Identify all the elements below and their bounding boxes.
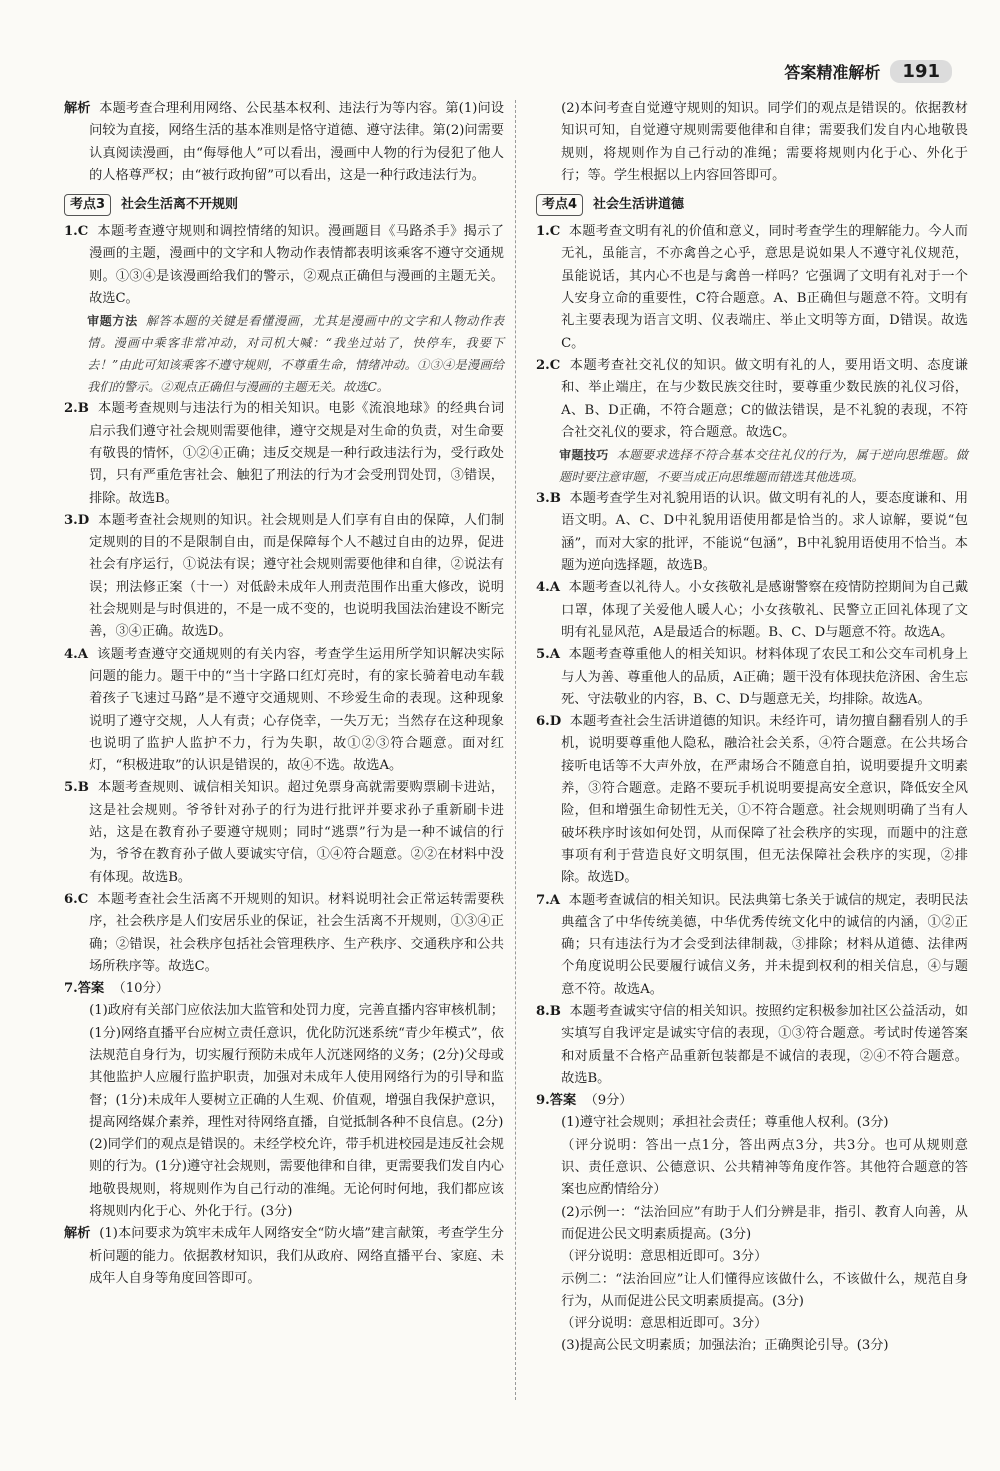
answer-item: [536, 355, 968, 444]
header-title: 答案精准解析: [784, 62, 881, 82]
right-column: [536, 98, 968, 1358]
answer-paragraph: (3)提高公民文明素质；加强法治；正确舆论引导。(3分): [561, 1338, 889, 1354]
intro-analysis: [64, 98, 504, 187]
answer-text: 本题考查社会规则的知识。社会规则是人们享有自由的保障，人们制定规则的目的不是限制自由，而是保障每个人不越过自由的边界，促进社会有序运行，①说法有误；遵守社会规则需要他律和自律，②说法有误；刑法修正案（十一）对低龄未成年人刑责范围作出重大修改，说明社会规则是与时俱进的，不是一成不变的，也说明我国法治建设不断完善，③④正确。故选D。: [89, 512, 505, 640]
scoring-note: （评分说明：答出一点1分，答出两点3分，共3分。也可从规则意识、责任意识、公德意识、公共精神等角度作答。其他符合题意的答案也应酌情给分）: [561, 1137, 968, 1198]
section-title: 社会生活讲道德: [593, 197, 685, 213]
answer-text: 该题考查遵守交通规则的有关内容，考查学生运用所学知识解决实际问题的能力。题干中的“当十字路口红灯亮时，有的家长骑着电动车载着孩子飞速过马路”是不遵守交通规则、不珍爱生命的表现。这种现象说明了遵守交规，人人有责；心存侥幸，一失万无；当然存在这种现象也说明了监护人监护不力，行为失职，故①②③符合题意。面对红灯，“积极进取”的认识是错误的，故④不选。故选A。: [89, 646, 505, 774]
section-tag: 考点3: [64, 194, 111, 216]
answer-text: 本题考查遵守规则和调控情绪的知识。漫画题目《马路杀手》揭示了漫画的主题，漫画中的文字和人物动作表情都表明该乘客不遵守交通规则。①③④是该漫画给我们的警示，②观点正确但与漫画的主题无关。故选C。: [89, 224, 504, 307]
answer-label: 6.D: [536, 714, 562, 730]
section-tag: 考点4: [536, 194, 583, 216]
answer-item: [64, 221, 504, 310]
answer-paragraph: 示例二：“法治回应”让人们懂得应该做什么，不该做什么，规范自身行为，从而促进公民文明素质提高。(3分): [561, 1271, 968, 1309]
answer-paragraph: (2)示例一：“法治回应”有助于人们分辨是非，指引、教育人向善，从而促进公民文明素质提高。(3分): [561, 1204, 968, 1242]
analysis-text: 本题考查合理利用网络、公民基本权利、违法行为等内容。第(1)问设问较为直接，网络生活的基本准则是恪守道德、遵守法律。第(2)问需要认真阅读漫画，由“侮辱他人”可以看出，漫画中人物的行为侵犯了他人的人格尊严权；由“被行政拘留”可以看出，这是一种行政违法行为。: [89, 101, 504, 183]
answer-label: 5.A: [536, 647, 560, 663]
answer-paragraph: (1)遵守社会规则；承担社会责任；尊重他人权利。(3分): [561, 1115, 889, 1131]
answer-label: 1.C: [64, 224, 89, 240]
answer-label: 5.B: [64, 780, 89, 796]
continued-analysis: (2)本问考查自觉遵守规则的知识。同学们的观点是错误的。依据教材知识可知，自觉遵守规则需要他律和自律；需要我们发自内心地敬畏规则，将规则作为自己行动的准绳；需要将规则内化于心、外化于行；等。学生根据以上内容回答即可。: [561, 101, 968, 183]
analysis-label: 解析: [64, 101, 91, 116]
answer-item: [536, 711, 968, 889]
answer-item: [536, 644, 968, 711]
answer-label: 7.A: [536, 892, 560, 908]
analysis-text: (1)本问要求为筑牢未成年人网络安全“防火墙”建言献策，考查学生分析问题的能力。依据教材知识，我们从政府、网络直播平台、家庭、未成年人自身等角度回答即可。: [89, 1226, 504, 1286]
scoring-note: （评分说明：意思相近即可。3分）: [561, 1316, 768, 1332]
answer-heading: [64, 978, 504, 1000]
answer-paragraph: (1)政府有关部门应依法加大监管和处罚力度，完善直播内容审核机制；(1分)网络直播平台应树立责任意识，优化防沉迷系统“青少年模式”，依法规范自身行为，切实履行预防未成年人沉迷网络的义务；(2分)父母或其他监护人应履行监护职责，加强对未成年人使用网络行为的引导和监督；(1分)未成年人要树立正确的人生观、价值观，增强自我保护意识，提高网络媒介素养，理性对待网络直播，自觉抵制各种不良信息。(2分): [89, 1003, 504, 1130]
scoring-note: （评分说明：意思相近即可。3分）: [561, 1249, 768, 1265]
analysis-label: 解析: [64, 1226, 91, 1242]
answer-text: 本题考查社会生活讲道德的知识。未经许可，请勿擅自翻看别人的手机，说明要尊重他人隐私，融洽社会关系，④符合题意。在公共场合接听电话等不大声外放，在严肃场合不随意自拍，说明要提升文明素养，③符合题意。走路不要玩手机说明要提高安全意识，降低安全风险，但和增强生命韧性无关，①不符合题意。社会规则明确了当有人破坏秩序时该如何处罚，从而保障了社会秩序的实现，而题中的注意事项有利于营造良好文明氛围，但无法保障社会秩序的实现，②排除。故选D。: [561, 714, 969, 886]
answer-text: 本题考查文明有礼的价值和意义，同时考查学生的理解能力。今人而无礼，虽能言，不亦禽兽之心乎，意思是说如果人不遵守礼仪规范，虽能说话，其内心不也是与禽兽一样吗？它强调了文明有礼对于一个人安身立命的重要性，C符合题意。A、B正确但与题意不符。文明有礼主要表现为语言文明、仪表端庄、举止文明等方面，D错误。故选C。: [561, 224, 968, 351]
answer-item: [536, 221, 968, 355]
answer-label: 1.C: [536, 224, 561, 240]
left-column: [64, 98, 504, 1290]
answer-text: 本题考查学生对礼貌用语的认识。做文明有礼的人，要态度谦和、用语文明。A、C、D中礼貌用语使用都是恰当的。求人谅解，要说“包涵”，而对大家的批评，不能说“包涵”，B中礼貌用语使用不恰当。本题为逆向选择题，故选B。: [561, 491, 969, 574]
answer-text: 本题考查以礼待人。小女孩敬礼是感谢警察在疫情防控期间为自己戴口罩，体现了关爱他人暖人心；小女孩敬礼、民警立正回礼体现了文明有礼显风范，A是最适合的标题。B、C、D与题意不符。故选A。: [561, 580, 969, 640]
answer-text: 本题考查规则与违法行为的相关知识。电影《流浪地球》的经典台词启示我们遵守社会规则需要他律，遵守交规是对生命的负责，对生命要有敬畏的情怀，①②④正确；违反交规是一种行政违法行为，受行政处罚，只有严重危害社会、触犯了刑法的行为才会受刑罚处罚，③错误，排除。故选B。: [89, 401, 505, 506]
answer-label: 9.答案: [536, 1093, 577, 1109]
answer-text: 本题考查规则、诚信相关知识。超过免票身高就需要购票刷卡进站，这是社会规则。爷爷针对孙子的行为进行批评并要求孙子重新刷卡进站，这是在教育孙子要遵守规则；同时“逃票”行为是一种不诚信的行为，爷爷在教育孙子做人要诚实守信，①④符合题意。②②在材料中没有体现。故选B。: [89, 780, 505, 885]
answer-score: （9分）: [584, 1093, 633, 1109]
answer-text: 本题考查诚实守信的相关知识。按照约定积极参加社区公益活动，如实填写自我评定是诚实守信的表现，①③符合题意。考试时传递答案和对质量不合格产品重新包装都是不诚信的表现，②④不符合题意。故选B。: [561, 1003, 969, 1086]
section-heading-4: [536, 193, 968, 217]
answer-label: 6.C: [64, 891, 89, 907]
tip-label: 审题技巧: [559, 448, 609, 463]
answer-label: 2.B: [64, 401, 89, 417]
answer-label: 4.A: [536, 580, 560, 596]
answer-item: [64, 644, 504, 778]
method-tip: [64, 310, 504, 398]
page-header: [784, 58, 952, 84]
answer-item: [536, 577, 968, 644]
answer-item: [536, 1001, 968, 1090]
answer-analysis: [64, 1223, 504, 1290]
answer-heading: [536, 1090, 968, 1112]
skill-tip: [536, 444, 968, 488]
tip-label: 审题方法: [87, 314, 138, 329]
section-heading-3: [64, 193, 504, 217]
section-title: 社会生活离不开规则: [121, 197, 239, 213]
tip-text: 本题要求选择不符合基本交往礼仪的行为，属于逆向思维题。做题时要注意审题，不要当成正向思维题而错选其他选项。: [559, 448, 968, 485]
answer-paragraph: (2)同学们的观点是错误的。未经学校允许，带手机进校园是违反社会规则的行为。(1分)遵守社会规则，需要他律和自律，更需要我们发自内心地敬畏规则，将规则作为自己行动的准绳。无论何时何地，我们都应该将规则内化于心、外化于行。(3分): [89, 1137, 504, 1220]
answer-score: （10分）: [112, 981, 169, 997]
answer-label: 4.A: [64, 646, 88, 662]
answer-item: [64, 510, 504, 644]
answer-item: [64, 398, 504, 509]
answer-label: 7.答案: [64, 981, 105, 997]
answer-text: 本题考查社会生活离不开规则的知识。材料说明社会正常运转需要秩序，社会秩序是人们安居乐业的保证，社会生活离不开规则，①③④正确；②错误，社会秩序包括社会管理秩序、生产秩序、交通秩序和公共场所秩序等。故选C。: [89, 891, 504, 974]
answer-item: [64, 889, 504, 978]
page-number: 191: [890, 60, 952, 83]
tip-text: 解答本题的关键是看懂漫画，尤其是漫画中的文字和人物动作表情。漫画中乘客非常冲动，对司机大喊：“我坐过站了，快停车，我要下去！”由此可知该乘客不遵守规则，不尊重生命，情绪冲动。①③④是漫画给我们的警示。②观点正确但与漫画的主题无关。故选C。: [87, 314, 504, 395]
answer-label: 3.B: [536, 491, 561, 507]
column-divider: [515, 100, 516, 1400]
answer-item: [536, 890, 968, 1001]
answer-text: 本题考查社交礼仪的知识。做文明有礼的人，要用语文明、态度谦和、举止端庄，在与少数民族交往时，要尊重少数民族的礼仪习俗，A、B、D正确，不符合题意；C的做法错误，是不礼貌的表现，不符合社交礼仪的要求，符合题意。故选C。: [561, 357, 968, 440]
answer-item: [64, 777, 504, 888]
answer-item: [536, 488, 968, 577]
answer-label: 8.B: [536, 1003, 561, 1019]
answer-text: 本题考查诚信的相关知识。民法典第七条关于诚信的规定，表明民法典蕴含了中华传统美德，中华优秀传统文化中的诚信的内涵，①②正确；只有违法行为才会受到法律制裁，③排除；材料从道德、法律两个角度说明公民要履行诚信义务，并未提到权利的相关信息，④与题意不符。故选A。: [561, 892, 969, 997]
answer-label: 3.D: [64, 512, 90, 528]
answer-label: 2.C: [536, 357, 561, 373]
answer-text: 本题考查尊重他人的相关知识。材料体现了农民工和公交车司机身上与人为善、尊重他人的品质，A正确；题干没有体现扶危济困、舍生忘死、守法敬业的内容，B、C、D与题意无关，均排除。故选A。: [561, 647, 969, 707]
